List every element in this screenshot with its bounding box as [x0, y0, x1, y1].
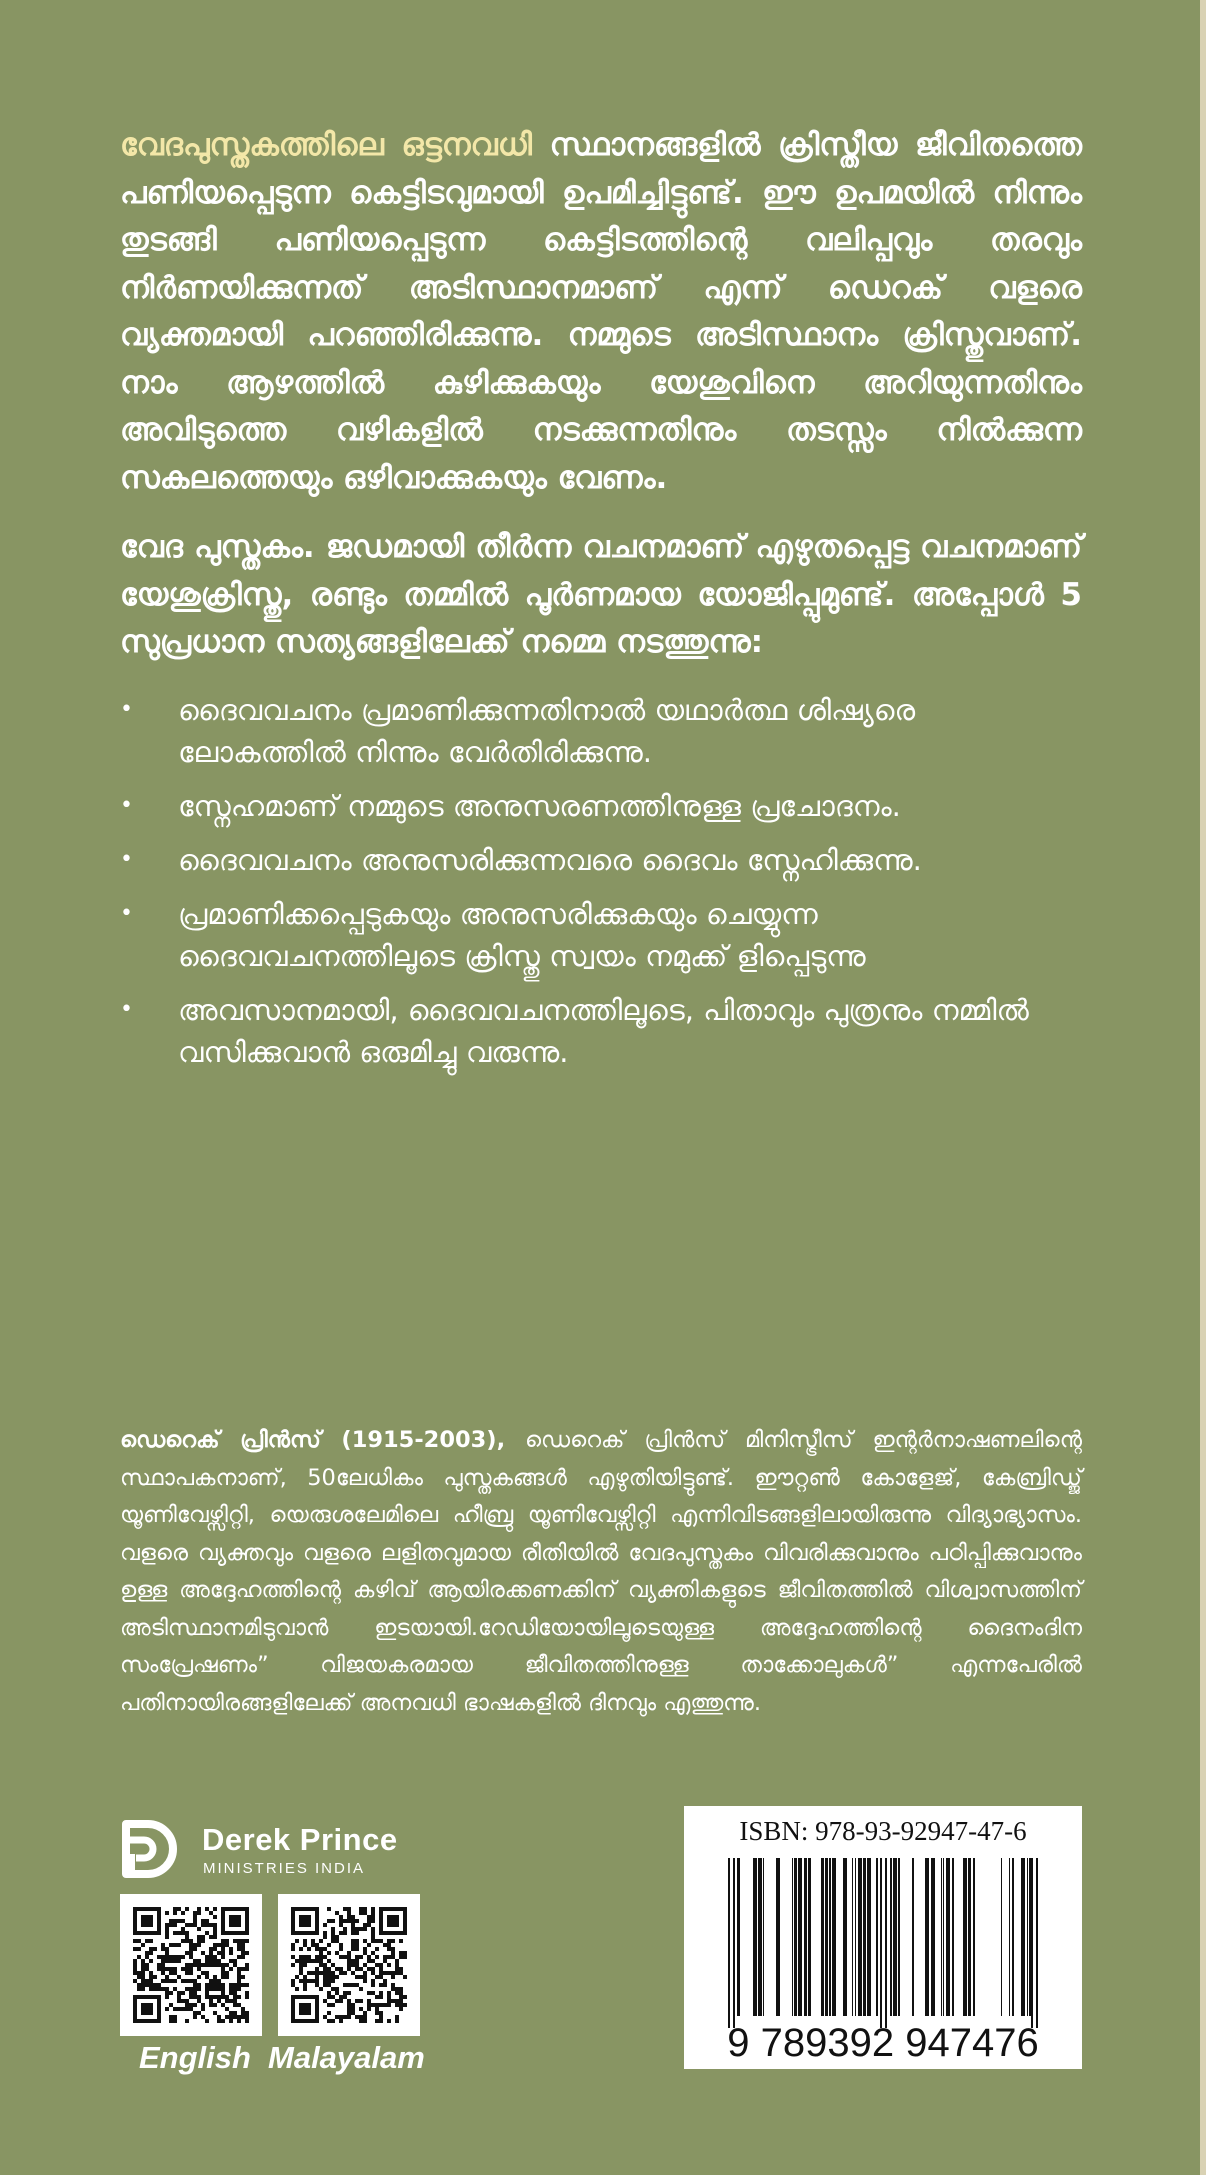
intro-paragraph [120, 122, 1082, 502]
qr-label-english: English [139, 2040, 251, 2075]
logo-title: Derek Prince [202, 1822, 398, 1857]
list-item [120, 785, 1082, 827]
author-bio-text: ഡെറെക് പ്രിൻസ് മിനിസ്ട്രീസ് ഇന്റർനാഷണലിന്റെ സ്ഥാപകനാണ്, 50ലേധികം പുസ്തകങ്ങൾ എഴുതിയിട്ടുണ്ട്. ഈറ്റൺ കോളേജ്, കേബ്രിഡ്ജ് യൂണിവേഴ്സിറ്റി, യെരുശലേമിലെ ഹീബ്രു യൂണിവേഴ്സിറ്റി എന്നിവിടങ്ങളിലായിരുന്നു വിദ്യാഭ്യാസം. വളരെ വ്യക്തവും വളരെ ലളിതവുമായ രീതിയിൽ വേദപുസ്തകം വിവരിക്കുവാനും പഠിപ്പിക്കുവാനും ഉള്ള അദ്ദേഹത്തിന്റെ കഴിവ് ആയിരക്കണക്കിന് വ്യക്തികളുടെ ജീവിതത്തിൽ വിശ്വാസത്തിന് അടിസ്ഥാനമിടുവാൻ ഇടയായി.റേഡിയോയിലൂടെയുള്ള അദ്ദേഹത്തിന്റെ ദൈനംദിന സംപ്രേഷണം” വിജയകരമായ ജീവിതത്തിനുള്ള താക്കോലുകൾ” എന്നപേരിൽ പതിനായിരങ്ങളിലേക്ക് അനവധി ഭാഷകളിൽ ദിനവും എത്തുന്നു. [120, 1427, 1082, 1716]
isbn-barcode [684, 1806, 1082, 2069]
list-item-text: അവസാനമായി, ദൈവവചനത്തിലൂടെ, പിതാവും പുത്രനും നമ്മിൽ വസിക്കുവാൻ ഒരുമിച്ചു വരുന്നു. [178, 992, 1029, 1069]
bullet-icon: • [120, 846, 133, 872]
isbn-label: ISBN: 978-93-92947-47-6 [739, 1816, 1027, 1846]
intro-text: സ്ഥാനങ്ങളിൽ ക്രിസ്തീയ ജീവിതത്തെ പണിയപ്പെടുന്ന കെട്ടിടവുമായി ഉപമിച്ചിട്ടുണ്ട്. ഈ ഉപമയിൽ നിന്നും തുടങ്ങി പണിയപ്പെടുന്ന കെട്ടിടത്തിന്റെ വലിപ്പവും തരവും നിർണയിക്കുന്നത് അടിസ്ഥാനമാണ് എന്ന് ഡെറക് വളരെ വ്യക്തമായി പറഞ്ഞിരിക്കുന്നു. നമ്മുടെ അടിസ്ഥാനം ക്രിസ്തുവാണ്. നാം ആഴത്തിൽ കുഴിക്കുകയും യേശുവിനെ അറിയുന്നതിനും അവിടുത്തെ വഴികളിൽ നടക്കുന്നതിനും തടസ്സം നിൽക്കുന്ന സകലത്തെയും ഒഴിവാക്കുകയും വേണം. [120, 127, 1082, 496]
bullet-icon: • [120, 996, 133, 1022]
list-item-text: ദൈവവചനം അനുസരിക്കുന്നവരെ ദൈവം സ്നേഹിക്കുന്നു. [178, 842, 922, 877]
list-item-text: ദൈവവചനം പ്രമാണിക്കുന്നതിനാൽ യഥാർത്ഥ ശിഷ്യരെ ലോകത്തിൽ നിന്നും വേർതിരിക്കുന്നു. [178, 692, 916, 769]
list-item-text: പ്രമാണിക്കപ്പെടുകയും അനുസരിക്കുകയും ചെയ്യുന്ന ദൈവവചനത്തിലൂടെ ക്രിസ്തു സ്വയം നമുക്ക് ളിപ്പെടുന്നു [178, 896, 866, 973]
qr-code-malayalam[interactable] [278, 1894, 420, 2036]
barcode-icon [684, 1806, 1082, 2069]
qr-code-icon [120, 1894, 262, 2036]
bullet-icon: • [120, 900, 133, 926]
intro-highlight: വേദപുസ്തകത്തിലെ ഒട്ടനവധി [120, 127, 533, 163]
back-cover-text [120, 122, 1082, 1085]
cover-edge-strip [1200, 0, 1206, 2175]
qr-label-malayalam: Malayalam [268, 2040, 425, 2075]
qr-code-english[interactable] [120, 1894, 262, 2036]
barcode-digits: 9 789392 947476 [727, 2021, 1039, 2065]
qr-code-icon [278, 1894, 420, 2036]
publisher-logo [120, 1818, 420, 1880]
logo-subtitle: MINISTRIES INDIA [203, 1860, 366, 1877]
author-bio [120, 1422, 1082, 1722]
truths-list [120, 689, 1082, 1073]
bullet-icon: • [120, 696, 133, 722]
list-item [120, 839, 1082, 881]
list-item [120, 689, 1082, 773]
list-item [120, 893, 1082, 977]
list-item-text: സ്നേഹമാണ് നമ്മുടെ അനുസരണത്തിനുള്ള പ്രചോദനം. [178, 788, 901, 823]
derek-prince-logo-icon [120, 1818, 180, 1880]
author-name: ഡെറെക് പ്രിൻസ് (1915-2003), [120, 1427, 506, 1453]
list-item [120, 989, 1082, 1073]
bullet-icon: • [120, 792, 133, 818]
truths-intro-paragraph: വേദ പുസ്തകം. ജഡമായി തീർന്ന വചനമാണ് എഴുതപ്പെട്ട വചനമാണ് യേശുക്രിസ്തു, രണ്ടും തമ്മിൽ പൂർണമായ യോജിപ്പുമുണ്ട്. അപ്പോൾ 5 സുപ്രധാന സത്യങ്ങളിലേക്ക് നമ്മെ നടത്തുന്നു: [120, 529, 1082, 660]
